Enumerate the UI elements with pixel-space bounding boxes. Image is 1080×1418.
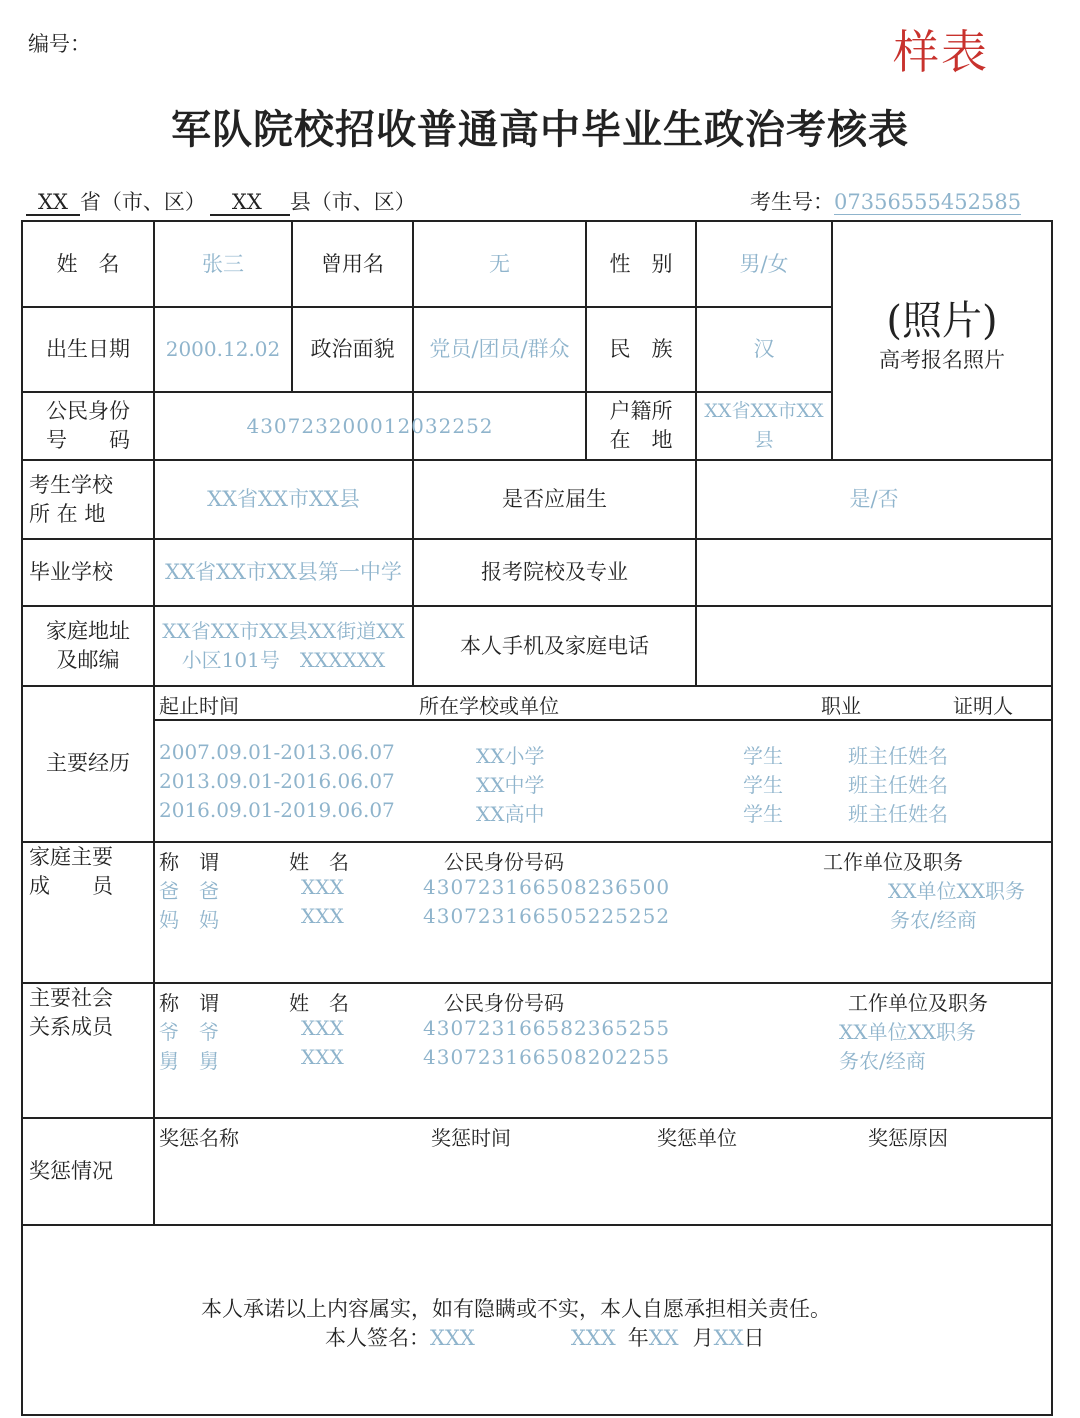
social-row-2-relation: 舅 舅 <box>159 1049 219 1073</box>
month-value: XX <box>648 1326 679 1350</box>
experience-header-school: 所在学校或单位 <box>419 694 559 718</box>
social-row-2-name: XXX <box>301 1045 344 1069</box>
month-label: 月 <box>692 1326 714 1350</box>
home-address-label-line2: 及邮编 <box>56 648 120 672</box>
experience-row-3-school: XX高中 <box>476 802 545 826</box>
day-label: 日 <box>743 1326 765 1350</box>
former-name-value: 无 <box>489 251 510 276</box>
experience-header-period: 起止时间 <box>159 694 239 718</box>
awards-header-reason: 奖惩原因 <box>868 1126 948 1150</box>
hukou-value-line2: 县 <box>754 429 774 451</box>
apply-school-major-label: 报考院校及专业 <box>481 560 628 584</box>
experience-label: 主要经历 <box>46 751 130 775</box>
school-location-value: XX省XX市XX县 <box>207 487 360 511</box>
id-value: 430723200012032252 <box>246 413 494 438</box>
social-header-id: 公民身份号码 <box>444 991 564 1015</box>
family-header-relation: 称 谓 <box>159 850 219 874</box>
hukou-label-line2: 在 地 <box>609 428 673 452</box>
fresh-graduate-value: 是/否 <box>849 487 899 511</box>
awards-header-time: 奖惩时间 <box>431 1126 511 1150</box>
experience-row-2-period: 2013.09.01-2016.06.07 <box>159 769 395 793</box>
birth-value: 2000.12.02 <box>165 337 281 361</box>
experience-row-2-job: 学生 <box>743 773 783 797</box>
family-header-name: 姓 名 <box>289 850 349 874</box>
signature-label: 本人签名： <box>325 1326 430 1350</box>
social-row-1-id: 430723166582365255 <box>423 1016 671 1040</box>
exam-number-label: 考生号： <box>750 190 834 214</box>
experience-row-3-job: 学生 <box>743 802 783 826</box>
experience-row-1-job: 学生 <box>743 744 783 768</box>
experience-row-1-period: 2007.09.01-2013.06.07 <box>159 740 395 764</box>
pledge-text: 本人承诺以上内容属实，如有隐瞒或不实，本人自愿承担相关责任。 <box>201 1297 831 1321</box>
social-row-2-work: 务农/经商 <box>839 1049 926 1073</box>
politics-label: 政治面貌 <box>310 337 395 361</box>
home-address-label <box>23 607 153 685</box>
experience-header-witness: 证明人 <box>953 694 1013 718</box>
social-label-line2: 关系成员 <box>29 1015 113 1039</box>
birth-label: 出生日期 <box>46 337 130 361</box>
page-title: 军队院校招收普通高中毕业生政治考核表 <box>171 106 909 153</box>
home-address-value-line2: 小区101号 XXXXXX <box>181 648 386 672</box>
year-label: 年 <box>627 1326 649 1350</box>
family-label <box>23 843 153 982</box>
hukou-value-line1: XX省XX市XX <box>704 400 824 422</box>
social-label <box>23 984 153 1117</box>
experience-row-1-witness: 班主任姓名 <box>848 744 948 768</box>
photo-note: 高考报名照片 <box>879 347 1005 372</box>
hukou-value <box>697 393 831 459</box>
home-address-value-line1: XX省XX市XX县XX街道XX <box>162 619 405 643</box>
county-value: XX <box>210 190 290 216</box>
phone-value <box>697 607 1051 685</box>
family-row-1-relation: 爸 爸 <box>159 879 219 903</box>
name-label: 姓 名 <box>56 251 120 276</box>
year-value: XXX <box>570 1326 616 1350</box>
gender-value: 男/女 <box>739 251 789 276</box>
pledge-signature-line <box>325 1322 765 1352</box>
photo-box <box>833 222 1051 459</box>
experience-row-1-school: XX小学 <box>476 744 545 768</box>
serial-number-label: 编号： <box>28 32 91 56</box>
day-value: XX <box>713 1326 744 1350</box>
fresh-graduate-label: 是否应届生 <box>502 487 607 511</box>
region-line <box>26 186 416 216</box>
graduation-school-value: XX省XX市XX县第一中学 <box>165 560 402 584</box>
hukou-label-line1: 户籍所 <box>609 399 673 423</box>
politics-value: 党员/团员/群众 <box>429 337 570 361</box>
family-label-line2: 成 员 <box>29 874 113 898</box>
apply-school-major-value <box>697 540 1051 605</box>
social-header-relation: 称 谓 <box>159 991 219 1015</box>
family-row-1-work: XX单位XX职务 <box>888 879 1025 903</box>
family-header-id: 公民身份号码 <box>444 850 564 874</box>
experience-row-3-witness: 班主任姓名 <box>848 802 948 826</box>
school-location-label <box>23 461 153 538</box>
home-address-label-line1: 家庭地址 <box>46 619 130 643</box>
social-label-line1: 主要社会 <box>29 986 113 1010</box>
awards-header-name: 奖惩名称 <box>159 1126 239 1150</box>
social-row-1-relation: 爷 爷 <box>159 1020 219 1044</box>
ethnic-value: 汉 <box>753 337 775 361</box>
id-label-line2: 号 码 <box>46 428 130 452</box>
province-suffix: 省（市、区） <box>79 190 206 214</box>
id-label <box>23 393 153 459</box>
family-label-line1: 家庭主要 <box>29 845 113 869</box>
home-address-value <box>155 607 412 685</box>
exam-number <box>750 186 1021 216</box>
social-row-1-name: XXX <box>301 1016 344 1040</box>
family-row-2-id: 430723166505225252 <box>423 904 671 928</box>
experience-header-job: 职业 <box>821 694 861 718</box>
signature-value: XXX <box>430 1326 475 1350</box>
phone-label: 本人手机及家庭电话 <box>460 633 649 658</box>
former-name-label: 曾用名 <box>321 251 384 276</box>
province-value: XX <box>26 190 80 216</box>
ethnic-label: 民 族 <box>609 337 673 361</box>
family-row-2-name: XXX <box>301 904 344 928</box>
school-location-label-line1: 考生学校 <box>29 472 113 497</box>
graduation-school-label: 毕业学校 <box>29 560 113 584</box>
awards-label: 奖惩情况 <box>29 1159 113 1183</box>
social-header-work: 工作单位及职务 <box>848 991 988 1015</box>
experience-row-2-witness: 班主任姓名 <box>848 773 948 797</box>
social-row-2-id: 430723166508202255 <box>423 1045 671 1069</box>
family-header-work: 工作单位及职务 <box>823 850 963 874</box>
sample-stamp: 样表 <box>893 25 989 79</box>
experience-row-2-school: XX中学 <box>476 773 545 797</box>
family-row-2-work: 务农/经商 <box>890 908 977 932</box>
experience-row-3-period: 2016.09.01-2019.06.07 <box>159 798 395 822</box>
hukou-label <box>587 393 695 459</box>
political-review-table <box>21 220 1053 1416</box>
id-label-line1: 公民身份 <box>46 399 130 423</box>
social-row-1-work: XX单位XX职务 <box>839 1020 976 1044</box>
social-header-name: 姓 名 <box>289 991 349 1015</box>
awards-header-unit: 奖惩单位 <box>657 1126 737 1150</box>
name-value: 张三 <box>202 251 244 276</box>
family-row-1-name: XXX <box>301 875 344 899</box>
family-row-1-id: 430723166508236500 <box>423 875 671 899</box>
gender-label: 性 别 <box>609 251 673 276</box>
county-suffix: 县（市、区） <box>289 190 416 214</box>
family-row-2-relation: 妈 妈 <box>159 908 219 932</box>
exam-number-value: 07356555452585 <box>834 190 1022 214</box>
photo-title: (照片) <box>886 297 998 344</box>
school-location-label-line2: 所 在 地 <box>29 501 106 526</box>
